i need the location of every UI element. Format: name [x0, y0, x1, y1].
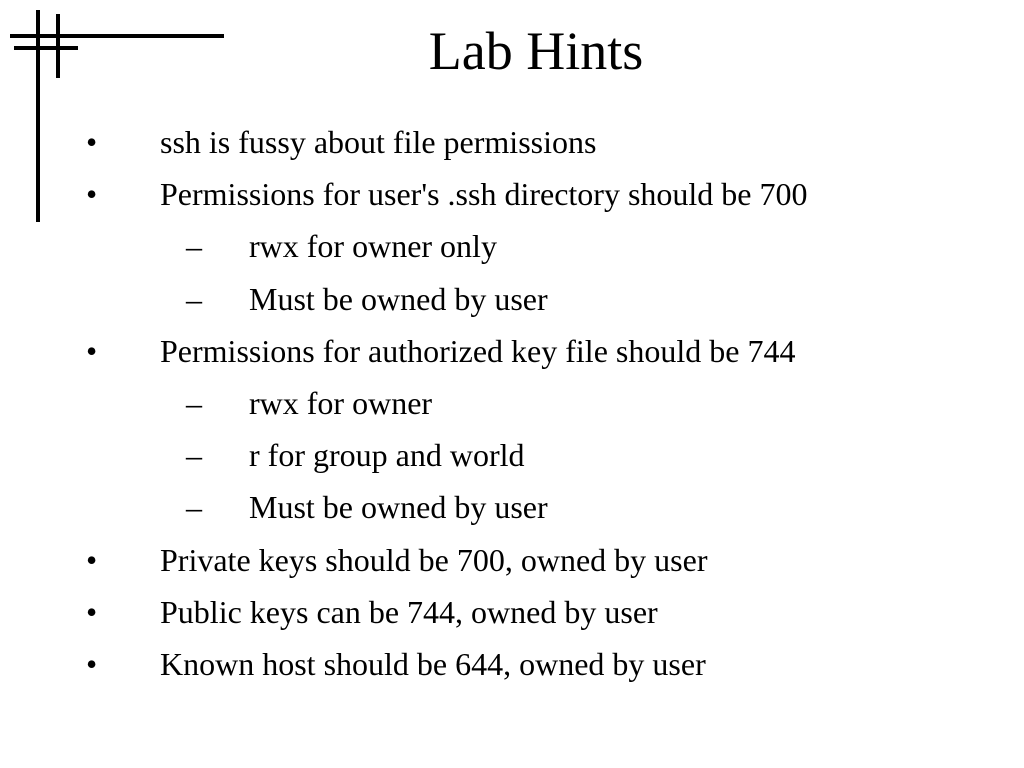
bullet-marker: • [86, 541, 98, 578]
bullet-text: Permissions for authorized key file should be 744 [160, 332, 796, 369]
bullet-text: rwx for owner only [249, 228, 497, 265]
dash-marker: – [186, 228, 202, 265]
bullet-marker: • [86, 176, 98, 213]
bullet-marker: • [86, 593, 98, 630]
bullet-text: r for group and world [249, 437, 525, 474]
bullet-text: Private keys should be 700, owned by user [160, 541, 708, 578]
bullet-marker: • [86, 332, 98, 369]
bullet-text: Must be owned by user [249, 489, 548, 526]
bullet-text: Permissions for user's .ssh directory should be 700 [160, 176, 808, 213]
bullet-text: Public keys can be 744, owned by user [160, 593, 658, 630]
bullet-marker: • [86, 124, 98, 160]
dash-marker: – [186, 437, 202, 474]
dash-marker: – [186, 385, 202, 421]
bullet-text: Known host should be 644, owned by user [160, 646, 706, 682]
dash-marker: – [186, 489, 202, 526]
bullet-marker: • [86, 646, 98, 682]
dash-marker: – [186, 280, 202, 317]
slide-title: Lab Hints [428, 21, 644, 81]
bullet-text: rwx for owner [249, 385, 433, 421]
bullet-text: ssh is fussy about file permissions [160, 124, 597, 160]
bullet-text: Must be owned by user [249, 280, 548, 317]
